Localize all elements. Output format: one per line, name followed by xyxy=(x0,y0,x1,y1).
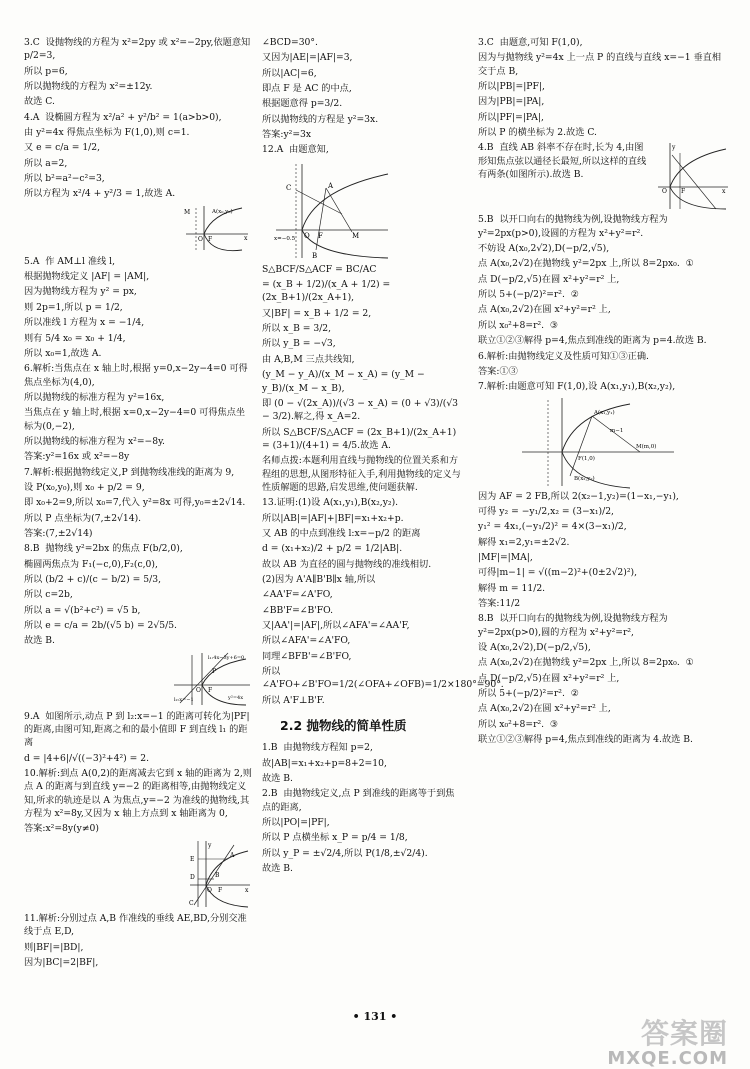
answer-line: 10.解析:到点 A(0,2)的距离减去它到 x 轴的距离为 2,则点 A 的距离与到直线 y=−2 的距离相等,由抛物线定义知,所求的轨迹是以 A 为焦点,y=−2 为准线的抛物线,其方程为 x²=8y,又因为 x 轴上方点到 x 轴距离为 0, xyxy=(24,768,252,820)
answer-line: 所以抛物线的标准方程为 y²=16x, xyxy=(24,391,165,403)
answer-line: 所以 c=2b, xyxy=(24,589,73,601)
fig12-label-F: F xyxy=(318,231,323,240)
answer-line: 由 A,B,M 三点共线知, xyxy=(262,353,355,365)
answer-line: 故选 B. xyxy=(24,635,55,647)
answer-line: 所以 p=6, xyxy=(24,65,68,77)
answer-line: 解得 x₁=2,y₁=±2√2. xyxy=(478,536,570,548)
answer-line: 同理∠BFB'=∠B'FO, xyxy=(262,650,352,662)
answer-line: 7.解析:根据抛物线定义,P 到抛物线准线的距离为 9, xyxy=(24,466,235,478)
answer-line: 又因为|AE|=|AF|=3, xyxy=(262,52,353,64)
answer-line: 6.解析:当焦点在 x 轴上时,根据 y=0,x−2y−4=0 可得焦点坐标为(4,0), xyxy=(24,363,248,388)
answer-line: 点 A(x₀,2√2)在抛物线 y²=2px 上,所以 8=2px₀. ① xyxy=(478,657,694,669)
answer-line: 答案:(7,±2√14) xyxy=(24,527,93,539)
answer-line: 可得 y₂ = −y₁/2,x₂ = (3−x₁)/2, xyxy=(478,505,614,517)
answer-line: 所以抛物线的标准方程为 x²=−8y. xyxy=(24,435,165,447)
answer-line: 所以 x₀²+8=r². ③ xyxy=(478,718,559,730)
fig4r-label-x: x xyxy=(722,188,726,196)
fig4r-label-O: O xyxy=(662,188,667,196)
fig11-label-x: x xyxy=(245,886,249,894)
fig5-label-A: A(x₀,y₀) xyxy=(212,208,233,215)
answer-line: 即 (0 − √(2x_A))/(√3 − x_A) = (0 + √3)/(√3 − 3/2).解之,得 x_A=2. xyxy=(262,397,461,423)
answer-line: 即 x₀+2=9,所以 x₀=7,代入 y²=8x 可得,y₀=±2√14. xyxy=(24,497,246,509)
answer-line: 所以 e = c/a = 2b/(√5 b) = 2√5/5. xyxy=(24,620,177,632)
fig5-label-M: M xyxy=(184,208,191,216)
fig5-label-x: x xyxy=(244,234,248,242)
answer-line: 所以 P 点横坐标 x_P = p/4 = 1/8, xyxy=(262,832,408,844)
answer-line: 故|AB|=x₁+x₂+p=8+2=10, xyxy=(262,757,387,769)
answer-line: 4.B 直线 AB 斜率不存在时,长为 4,由图形知焦点弦以通径长最短,所以这样的直线有两条(如图所示).故选 B. xyxy=(478,142,647,181)
fig12-label-O: O xyxy=(304,231,310,240)
answer-line: 所以|AB|=|AF|+|BF|=x₁+x₂+p. xyxy=(262,512,404,524)
answer-line: ∠BCD=30°. xyxy=(262,37,318,48)
answer-line: 又|AA'|=|AF|,所以∠AFA'=∠AA'F, xyxy=(262,620,410,631)
answer-line: 7.解析:由题意可知 F(1,0),设 A(x₁,y₁),B(x₂,y₂), xyxy=(478,381,676,393)
answer-line: 8.B 以开口向右的抛物线为例,设抛物线方程为 y²=2px(p>0),圆的方程为 x²+y²=r², xyxy=(478,613,671,638)
answer-line: 所以 y_P = ±√2/4,所以 P(1/8,±√2/4). xyxy=(262,847,428,859)
answer-line: 所以 x₀²+8=r². ③ xyxy=(478,319,559,331)
answer-line: 所以|AC|=6, xyxy=(262,67,317,79)
answer-line: 设 A(x₀,2√2),D(−p/2,√5), xyxy=(478,641,591,653)
answer-line: 根据抛物线定义 |AF| = |AM|, xyxy=(24,271,150,283)
answer-line: 5.B 以开口向右的抛物线为例,设抛物线方程为 y²=2px(p>0),设圆的方程为 x²+y²=r². xyxy=(478,214,671,239)
answer-line: 所以∠A'FO+∠B'FO=1/2(∠OFA+∠OFB)=1/2×180°=90°. xyxy=(262,666,504,691)
answer-line: 1.B 由抛物线方程知 p=2, xyxy=(262,742,373,754)
answer-line: (y_M − y_A)/(x_M − x_A) = (y_M − y_B)/(x_M − x_B), xyxy=(262,369,428,394)
answer-line: 所以|PF|=|PA|, xyxy=(478,111,544,123)
answer-line: 11.解析:分别过点 A,B 作准线的垂线 AE,BD,分别交准线于点 E,D, xyxy=(24,912,247,938)
answer-line: 椭圆两焦点为 F₁(−c,0),F₂(c,0), xyxy=(24,558,158,570)
answer-line: 所以 b²=a²−c²=3, xyxy=(24,173,105,185)
fig11-label-E: E xyxy=(190,855,195,863)
answer-line: 则有 5/4 x₀ = x₀ + 1/4, xyxy=(24,332,126,344)
answer-line: 故选 B. xyxy=(262,772,293,784)
fig11-label-F: F xyxy=(218,886,223,894)
answer-line: 所以 5+(−p/2)²=r². ② xyxy=(478,688,579,699)
fig4r-label-y: y xyxy=(672,144,676,152)
fig11-label-C: C xyxy=(189,899,194,907)
answer-line: (2)因为 A'A∥B'B∥x 轴,所以 xyxy=(262,573,376,585)
answer-line: 所以 a=2, xyxy=(24,157,68,169)
answer-line: d = (x₁+x₂)/2 + p/2 = 1/2|AB|. xyxy=(262,543,403,555)
answer-line: 所以 P 点坐标为(7,±2√14). xyxy=(24,512,142,524)
answer-line: 联立①②③解得 p=4,焦点到准线的距离为 4.故选 B. xyxy=(478,734,693,746)
figure-problem-5 xyxy=(182,204,252,252)
answer-line: ∠BB'F=∠B'FO. xyxy=(262,604,334,616)
answer-line: 所以 y_B = −√3, xyxy=(262,338,336,350)
answer-line: 答案:11/2 xyxy=(478,597,521,609)
fig12-label-C: C xyxy=(286,183,292,192)
answer-line: d = |4+6|/√((−3)²+4²) = 2. xyxy=(24,752,150,764)
answer-line: 3.C 设抛物线的方程为 x²=2py 或 x²=−2py,依题意知 p/2=3, xyxy=(24,37,254,62)
fig9-label-l1: l₁:4x−3y+6=0 xyxy=(208,654,245,661)
answer-line: 所以 S△BCF/S△ACF = (2x_B+1)/(2x_A+1) = (3+1)/(4+1) = 4/5.故选 A. xyxy=(262,426,460,451)
answer-line: 点 A(x₀,2√2)在圆 x²+y²=r² 上, xyxy=(478,703,611,715)
answer-line: 即点 F 是 AC 的中点, xyxy=(262,83,352,95)
answer-line: = (x_B + 1/2)/(x_A + 1/2) = (2x_B+1)/(2x_A+1), xyxy=(262,279,394,304)
answer-line: 所以抛物线的方程为 x²=±12y. xyxy=(24,81,153,93)
fig9-label-parabola: y²=4x xyxy=(228,694,244,701)
fig11-label-D: D xyxy=(190,873,195,881)
page-number: • 131 • xyxy=(352,1010,398,1023)
answer-line: 故以 AB 为直径的圆与抛物线的准线相切. xyxy=(262,558,432,570)
answer-line: 可得|m−1| = √((m−2)²+(0±2√2)²), xyxy=(478,567,638,579)
answer-line: 所以准线 l 方程为 x = −1/4, xyxy=(24,317,145,329)
watermark-text-cn: 答案圈 xyxy=(640,1017,728,1050)
figure-problem-11 xyxy=(188,839,252,909)
answer-line: 8.B 抛物线 y²=2bx 的焦点 F(b/2,0), xyxy=(24,543,183,555)
fig5-label-O: O xyxy=(198,235,203,243)
fig7r-label-m1: m−1 xyxy=(610,427,624,434)
answer-line: 因为|BC|=2|BF|, xyxy=(24,956,99,968)
answer-line: 又 e = c/a = 1/2, xyxy=(24,142,101,154)
answer-line: 又|BF| = x_B + 1/2 = 2, xyxy=(262,307,372,319)
watermark-text-url: MXQE.COM xyxy=(607,1048,728,1069)
answer-line: y₁² = 4x₁,(−y₁/2)² = 4×(3−x₁)/2, xyxy=(478,521,627,533)
answer-line: 所以 5+(−p/2)²=r². ② xyxy=(478,289,579,301)
answer-line: 当焦点在 y 轴上时,根据 x=0,x−2y−4=0 可得焦点坐标为(0,−2), xyxy=(24,407,246,432)
answer-line: 因为 AF = 2 FB,所以 2(x₂−1,y₂)=(1−x₁,−y₁), xyxy=(478,490,679,502)
fig7r-label-A: A(x₁,y₁) xyxy=(594,409,615,416)
answer-line: 所以 (b/2 + c)/(c − b/2) = 5/3, xyxy=(24,574,161,585)
answer-line: 所以方程为 x²/4 + y²/3 = 1,故选 A. xyxy=(24,188,176,200)
figure-right-problem-7 xyxy=(518,396,678,488)
fig11-label-O: O xyxy=(207,886,212,894)
answer-line: 所以 x₀=1,故选 A. xyxy=(24,347,102,359)
fig5-label-F: F xyxy=(208,235,213,243)
answer-line: |MF|=|MA|, xyxy=(478,551,533,563)
answer-line: S△BCF/S△ACF = BC/AC xyxy=(262,263,377,275)
fig12-label-M: M xyxy=(352,231,360,240)
section-title: 2.2 抛物线的简单性质 xyxy=(280,718,407,734)
answer-line: 13.证明:(1)设 A(x₁,y₁),B(x₂,y₂). xyxy=(262,497,399,509)
answer-line: 联立①②③解得 p=4,焦点到准线的距离为 p=4.故选 B. xyxy=(478,335,707,347)
fig12-label-A: A xyxy=(328,181,334,190)
answer-line: 故选 B. xyxy=(262,862,293,874)
fig11-label-B: B xyxy=(215,871,220,879)
figure-problem-12 xyxy=(272,160,392,260)
answer-line: 因为与抛物线 y²=4x 上一点 P 的直线与直线 x=−1 垂直相交于点 B, xyxy=(478,52,722,77)
fig12-label-B: B xyxy=(312,251,318,260)
answer-line: 所以抛物线的方程是 y²=3x. xyxy=(262,113,379,125)
answer-line: 点 D(−p/2,√5)在圆 x²+y²=r² 上, xyxy=(478,672,620,684)
fig11-label-y: y xyxy=(208,841,212,849)
answer-line: 答案:x²=8y(y≠0) xyxy=(24,823,99,835)
answer-line: 所以 P 的横坐标为 2.故选 C. xyxy=(478,127,597,139)
answer-line: 设 P(x₀,y₀),则 x₀ + p/2 = 9, xyxy=(24,481,145,493)
answer-line: 答案:①③ xyxy=(478,365,518,377)
fig7r-label-M: M(m,0) xyxy=(636,443,657,450)
answer-line: 答案:y²=3x xyxy=(262,129,312,141)
answer-line: 不妨设 A(x₀,2√2),D(−p/2,√5), xyxy=(478,243,610,255)
fig9-label-l2: l₂:x=−1 xyxy=(174,696,194,703)
fig12-label-directrix: x=−0.5 xyxy=(274,235,296,242)
answer-line: 2.B 由抛物线定义,点 P 到准线的距离等于到焦点的距离, xyxy=(262,788,455,813)
answer-line: 根据题意得 p=3/2. xyxy=(262,98,343,110)
answer-line: 3.C 由题意,可知 F(1,0), xyxy=(478,37,583,48)
fig7r-label-F: F(1,0) xyxy=(578,455,595,462)
answer-line: 答案:y²=16x 或 x²=−8y xyxy=(24,451,130,463)
answer-line: 所以 x_B = 3/2, xyxy=(262,323,332,335)
answer-line: 所以 A'F⊥B'F. xyxy=(262,694,325,706)
answer-line: 则 2p=1,所以 p = 1/2, xyxy=(24,301,123,313)
right-column xyxy=(478,36,730,994)
answer-line: 因为|PB|=|PA|, xyxy=(478,96,545,108)
answer-line: 因为抛物线方程为 y² = px, xyxy=(24,286,137,298)
answer-line: 名师点拨:本题利用直线与抛物线的位置关系和方程组的思想,从图形特征入手,利用抛物线的定义与性质解题的思路,启发思维,使问题获解. xyxy=(262,455,461,493)
fig9-label-F: F xyxy=(208,686,213,694)
fig7r-label-B: B(x₂,y₂) xyxy=(574,475,595,482)
answer-line: 则|BF|=|BD|, xyxy=(24,941,84,953)
answer-line: 6.解析:由抛物线定义及性质可知①③正确. xyxy=(478,350,649,362)
answer-line: 由 y²=4x 得焦点坐标为 F(1,0),则 c=1. xyxy=(24,127,190,139)
answer-line: 4.A 设椭圆方程为 x²/a² + y²/b² = 1(a>b>0), xyxy=(24,111,222,123)
answer-line: 5.A 作 AM⊥l 准线 l, xyxy=(24,255,116,267)
left-column xyxy=(24,36,252,994)
answer-line: ∠AA'F=∠A'FO, xyxy=(262,589,333,601)
fig9-label-P: P xyxy=(212,667,217,675)
answer-line: 点 A(x₀,2√2)在抛物线 y²=2px 上,所以 8=2px₀. ① xyxy=(478,258,694,270)
fig4r-label-F: F xyxy=(681,188,686,196)
answer-line: 点 A(x₀,2√2)在圆 x²+y²=r² 上, xyxy=(478,304,611,316)
fig11-label-A: A xyxy=(230,851,235,859)
answer-line: 解得 m = 11/2. xyxy=(478,582,546,594)
fig9-label-O: O xyxy=(196,686,201,694)
answer-line: 所以|PO|=|PF|, xyxy=(262,816,330,828)
answer-line: 所以 a = √(b²+c²) = √5 b, xyxy=(24,604,141,616)
figure-right-problem-4 xyxy=(656,141,730,211)
answer-line: 所以|PB|=|PF|, xyxy=(478,81,545,93)
answer-line: 9.A 如图所示,动点 P 到 l₂:x=−1 的距离可转化为|PF|的距离,由图可知,距离之和的最小值即 F 到直线 l₁ 的距离 xyxy=(24,710,250,749)
watermark-logo xyxy=(607,1017,728,1069)
answer-line: 故选 C. xyxy=(24,96,55,108)
answer-line: 又 AB 的中点到准线 l:x=−p/2 的距离 xyxy=(262,527,421,539)
answer-line: 所以∠AFA'=∠A'FO, xyxy=(262,635,351,647)
answer-line: 12.A 由题意知, xyxy=(262,144,329,156)
answer-line: 点 D(−p/2,√5)在圆 x²+y²=r² 上, xyxy=(478,273,620,285)
figure-problem-9 xyxy=(172,651,252,707)
